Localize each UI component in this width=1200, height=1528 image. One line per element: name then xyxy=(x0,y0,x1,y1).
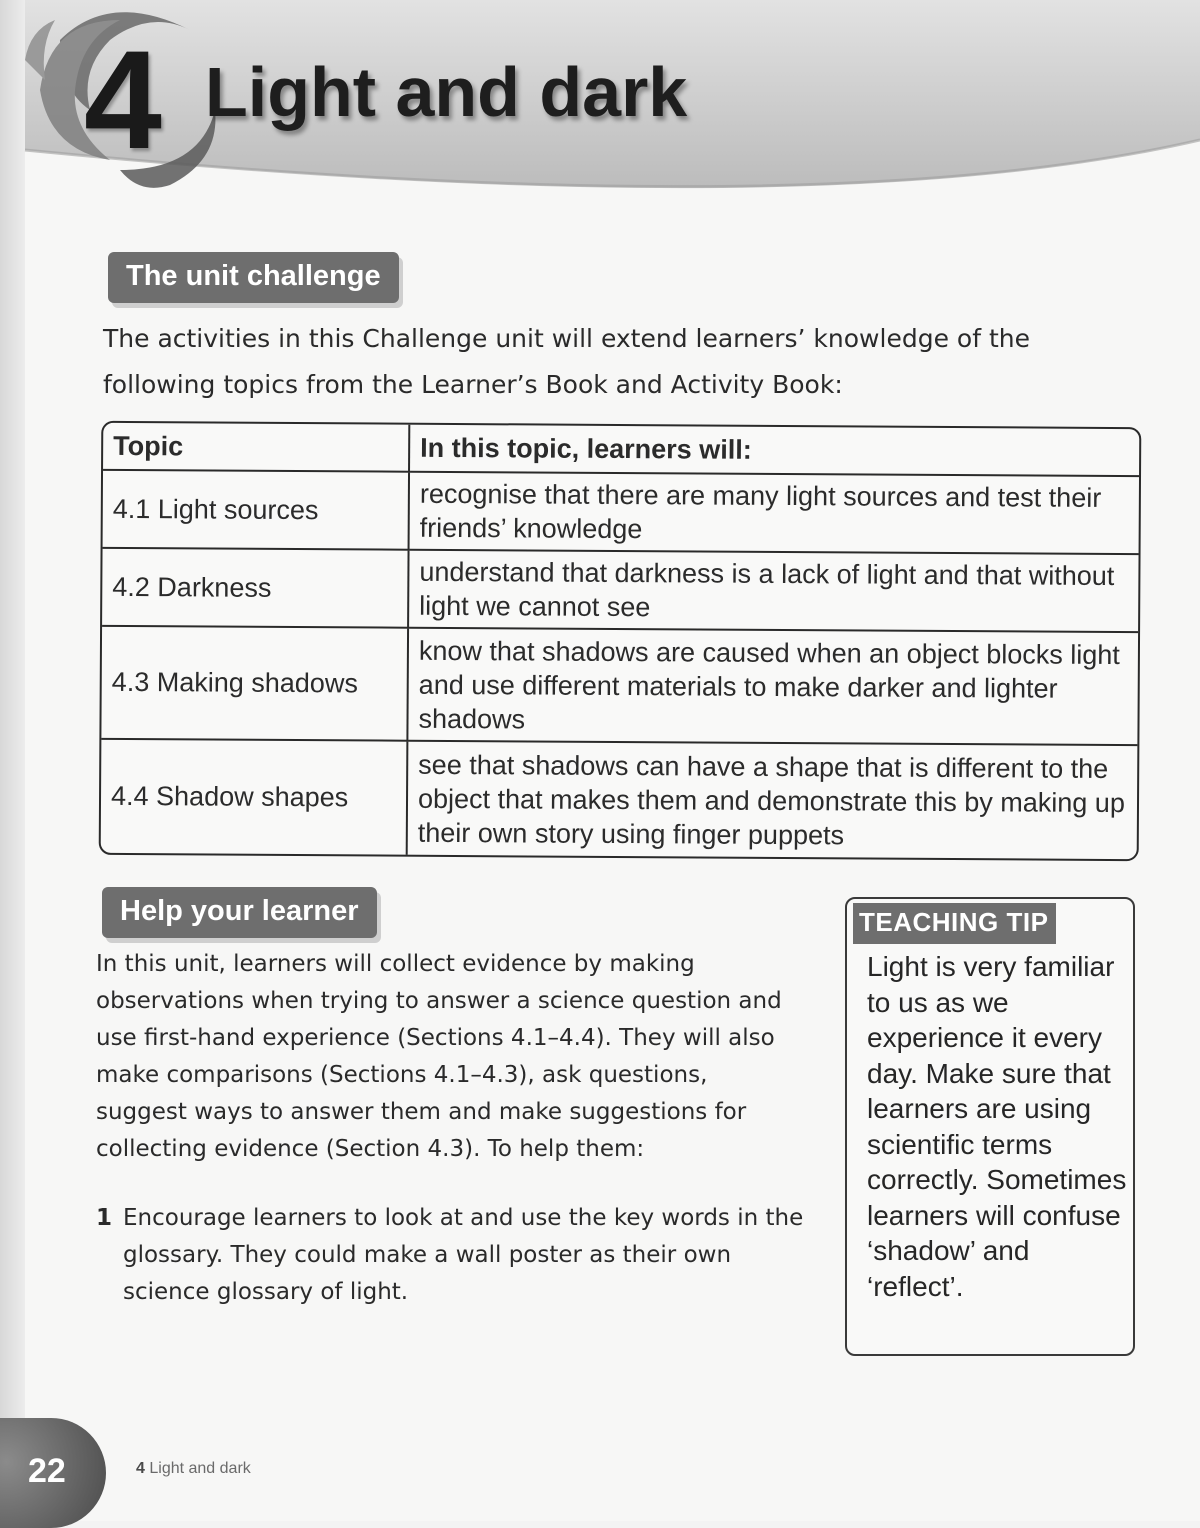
table-header-row xyxy=(103,423,1139,477)
chapter-number: 4 xyxy=(84,21,162,178)
topic-cell: 4.1 Light sources xyxy=(103,471,410,551)
topic-cell: 4.2 Darkness xyxy=(102,549,409,629)
unit-challenge-heading: The unit challenge xyxy=(108,252,399,303)
table-row xyxy=(103,471,1139,555)
description-cell: know that shadows are caused when an object blocks light and use different materials to make darker and lighter shadows xyxy=(408,629,1138,746)
list-item-text: Encourage learners to look at and use the key words in the glossary. They could make a wall poster as their own science glossary of light. xyxy=(123,1205,804,1305)
table-row xyxy=(101,740,1138,859)
description-cell: understand that darkness is a lack of light and that without light we cannot see xyxy=(409,551,1138,633)
unit-challenge-intro: The activities in this Challenge unit will extend learners’ knowledge of the following topics from the Learner’s Book and Activity Book: xyxy=(103,324,1030,399)
running-footer-number: 4 xyxy=(136,1460,145,1477)
list-item-number: 1 xyxy=(96,1205,113,1231)
learners-will-column-header: In this topic, learners will: xyxy=(410,425,1139,477)
help-paragraph: In this unit, learners will collect evidence by making observations when trying to answer a science question and use first-hand experience (Sections 4.1–4.4). They will also make comparisons (Sections 4.1–4.3), ask questions, suggest ways to answer them and make suggestions for collecting evidence (Section 4.3). To help them: xyxy=(96,951,782,1162)
help-your-learner-heading: Help your learner xyxy=(102,887,377,938)
running-footer xyxy=(136,1460,251,1478)
table-row xyxy=(101,627,1138,746)
teaching-tip-label: TEACHING TIP xyxy=(853,903,1056,944)
description-cell: recognise that there are many light sources and test their friends’ knowledge xyxy=(410,473,1139,555)
topic-column-header: Topic xyxy=(103,423,410,473)
chapter-title: Light and dark xyxy=(205,53,688,131)
teaching-tip-box xyxy=(845,897,1135,1356)
page-number: 22 xyxy=(28,1452,66,1490)
topic-cell: 4.3 Making shadows xyxy=(101,627,409,742)
teaching-tip-text: Light is very familiar to us as we experience it every day. Make sure that learners are using scientific terms correctly. Sometimes learners will confuse ‘shadow’ and ‘reflect’. xyxy=(867,951,1127,1302)
table-row xyxy=(102,549,1138,633)
description-cell: see that shadows can have a shape that is different to the object that makes them and demonstrate this by making up their own story using finger puppets xyxy=(417,749,1126,850)
topic-cell: 4.4 Shadow shapes xyxy=(101,740,409,855)
topics-table xyxy=(99,421,1142,861)
running-footer-title: Light and dark xyxy=(149,1460,251,1477)
